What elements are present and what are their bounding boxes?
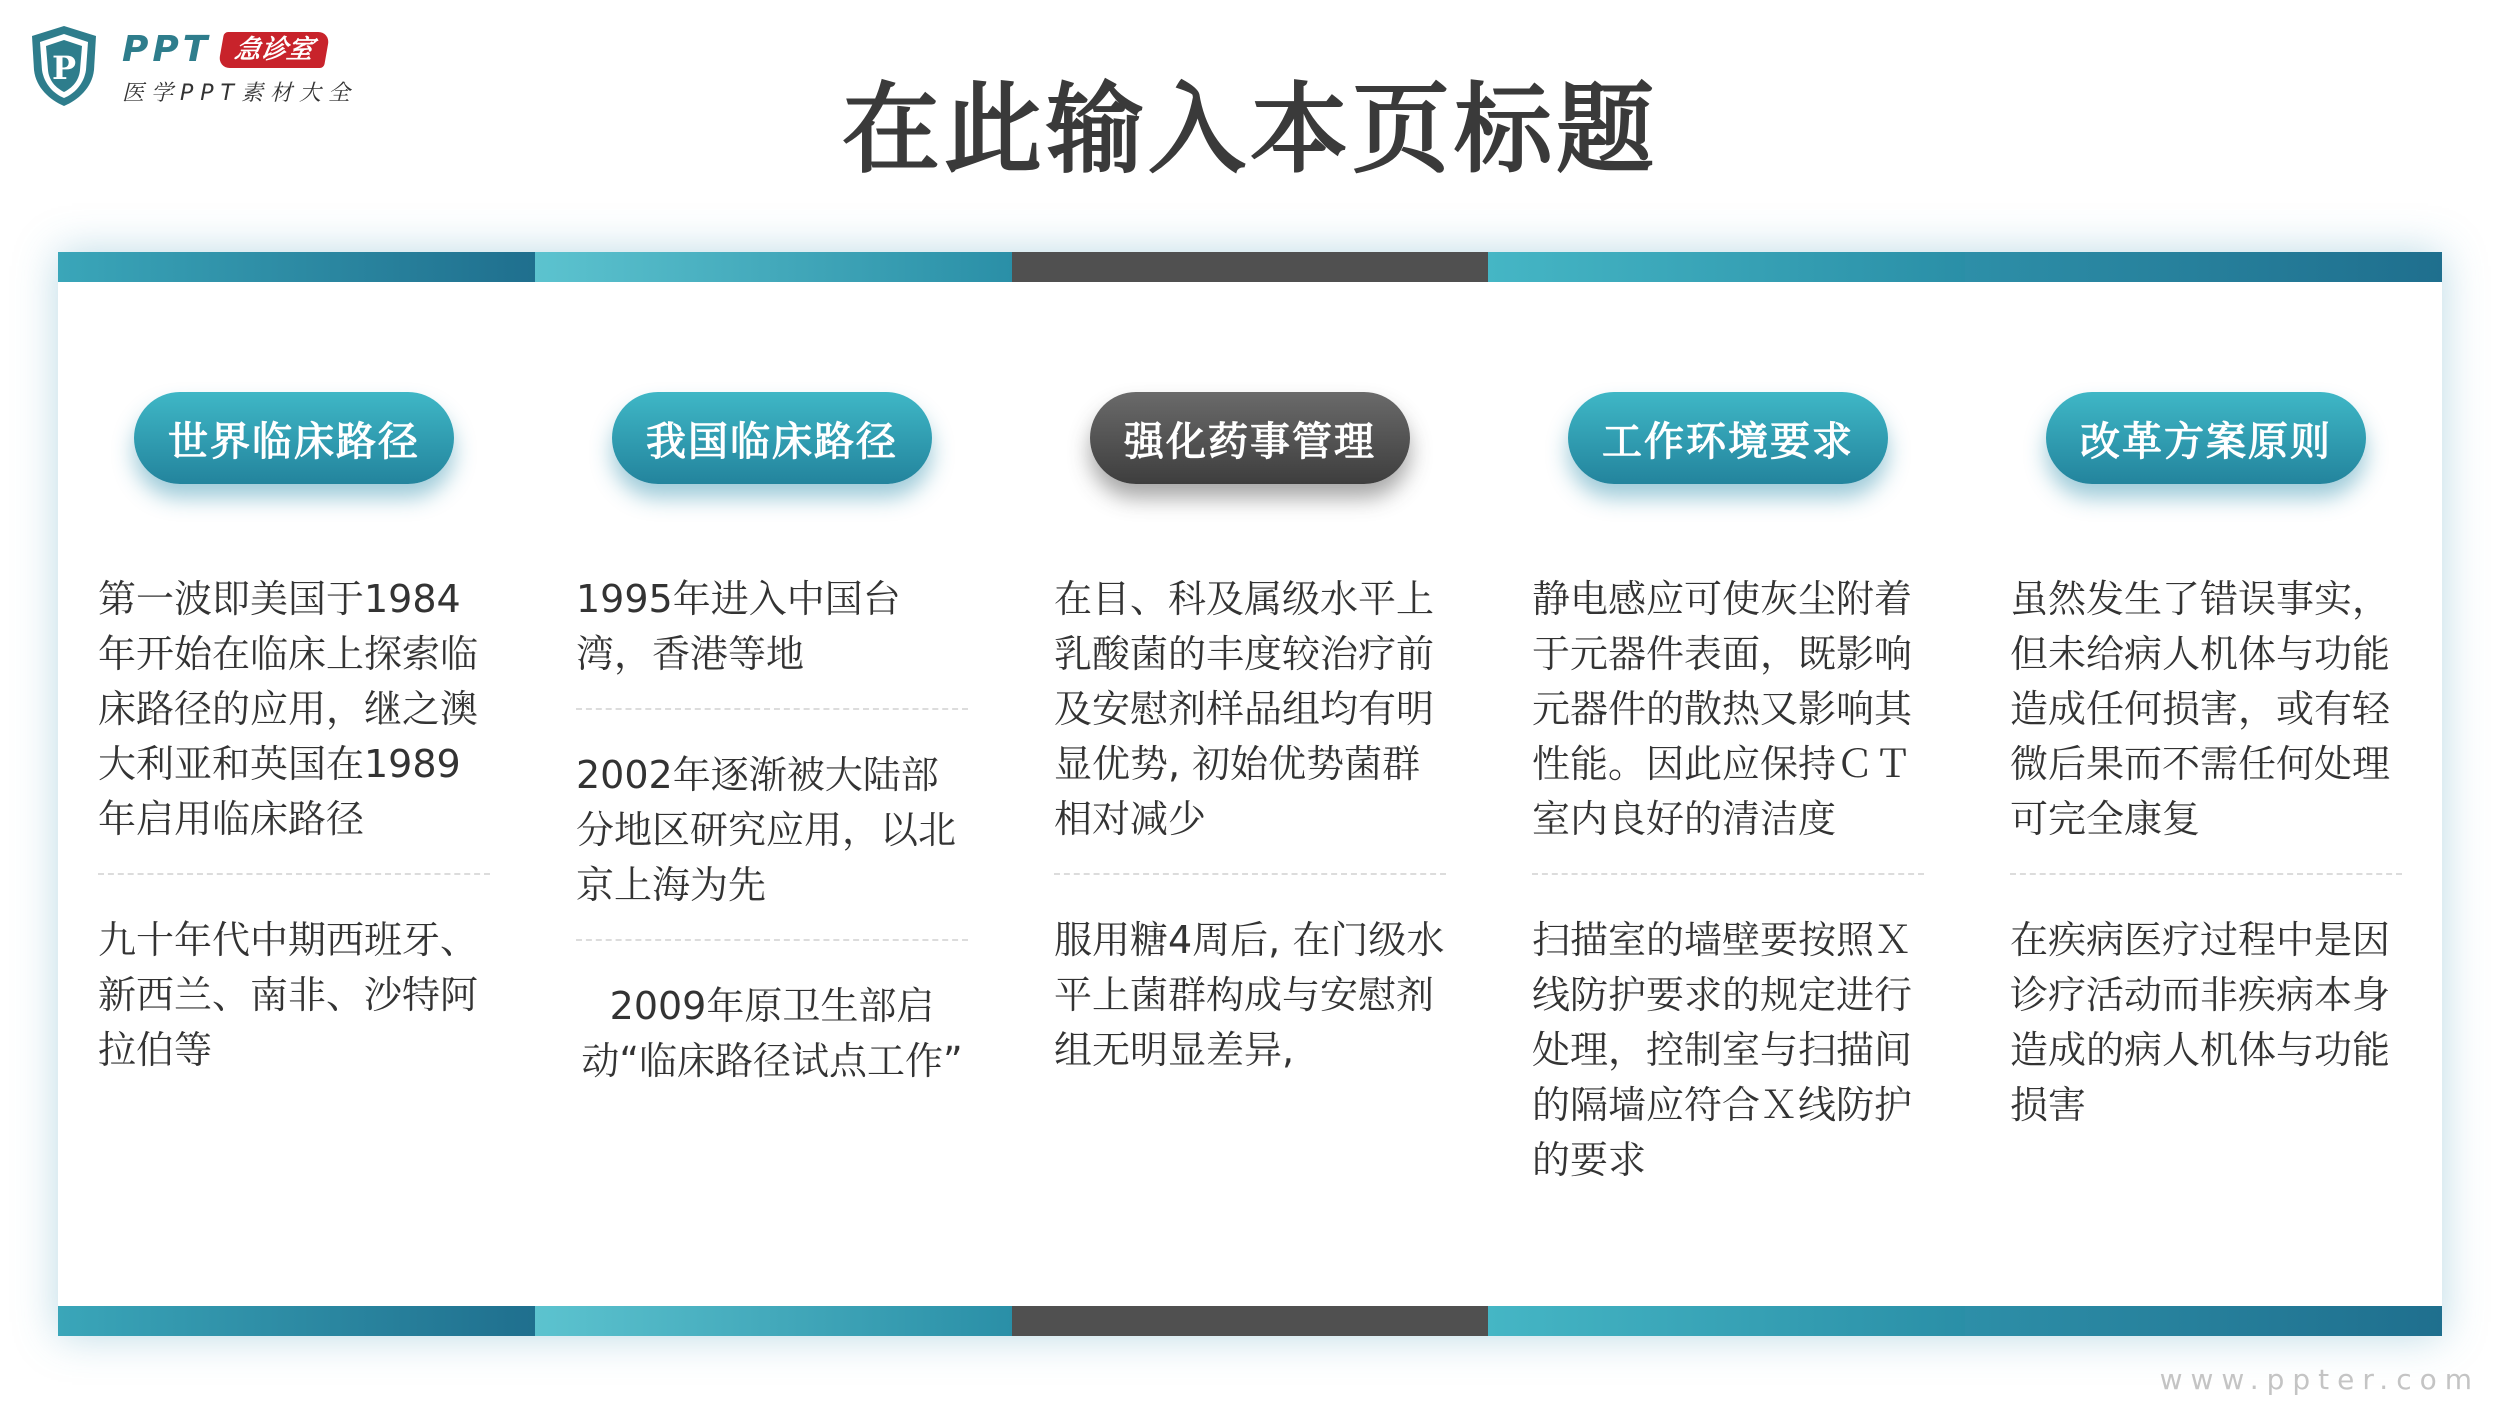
column-pharmacy-management: [1044, 392, 1456, 1104]
bar-segment: [58, 1306, 535, 1336]
watermark: www.ppter.com: [2159, 1363, 2480, 1396]
text-block[interactable]: 2002年逐渐被大陆部分地区研究应用，以北京上海为先: [576, 744, 968, 941]
bar-segment: [1012, 252, 1489, 282]
column-heading-pill[interactable]: 我国临床路径: [612, 392, 932, 484]
page-title[interactable]: 在此输入本页标题: [841, 73, 1658, 187]
bar-segment: [1488, 1306, 1965, 1336]
text-block[interactable]: 虽然发生了错误事实，但未给病人机体与功能造成任何损害，或有轻微后果而不需任何处理可完全康复: [2010, 568, 2402, 875]
column-heading-pill[interactable]: 世界临床路径: [134, 392, 454, 484]
column-heading-pill[interactable]: 强化药事管理: [1090, 392, 1410, 484]
text-block[interactable]: 2009年原卫生部启动“临床路径试点工作”: [581, 984, 963, 1083]
bar-segment: [1488, 252, 1965, 282]
text-block[interactable]: 在疾病医疗过程中是因诊疗活动而非疾病本身造成的病人机体与功能损害: [2010, 918, 2391, 1127]
column-world-clinical-path: [88, 392, 500, 1104]
bar-segment: [1012, 1306, 1489, 1336]
column-heading-pill[interactable]: 工作环境要求: [1568, 392, 1888, 484]
column-reform-principles: [2000, 392, 2412, 1159]
column-heading-pill[interactable]: 改革方案原则: [2046, 392, 2366, 484]
text-block[interactable]: 静电感应可使灰尘附着于元器件表面，既影响元器件的散热又影响其性能。因此应保持ＣＴ室内良好的清洁度: [1532, 568, 1924, 875]
bar-segment: [1965, 252, 2442, 282]
content-card: [58, 252, 2442, 1336]
bar-segment: [1965, 1306, 2442, 1336]
text-block[interactable]: 九十年代中期西班牙、新西兰、南非、沙特阿拉伯等: [98, 918, 479, 1072]
brand-subtitle: 医学PPT素材大全: [122, 81, 357, 106]
column-work-environment: [1522, 392, 1934, 1214]
bar-segment: [535, 1306, 1012, 1336]
bottom-color-bar: [58, 1306, 2442, 1336]
brand-name: PPT: [122, 29, 212, 70]
top-color-bar: [58, 252, 2442, 282]
text-block[interactable]: 1995年进入中国台湾，香港等地: [576, 568, 968, 710]
text-block[interactable]: 服用糖4周后, 在门级水平上菌群构成与安慰剂组无明显差异,: [1054, 918, 1445, 1072]
brand-badge: 急诊室: [218, 32, 330, 68]
text-block[interactable]: 第一波即美国于1984年开始在临床上探索临床路径的应用，继之澳大利亚和英国在1989年启用临床路径: [98, 568, 490, 875]
shield-letter: P: [51, 49, 77, 87]
bar-segment: [58, 252, 535, 282]
text-block[interactable]: 扫描室的墙壁要按照Ｘ线防护要求的规定进行处理，控制室与扫描间的隔墙应符合Ｘ线防护的要求: [1532, 918, 1913, 1182]
text-block[interactable]: 在目、科及属级水平上乳酸菌的丰度较治疗前及安慰剂样品组均有明显优势, 初始优势菌群相对减少: [1054, 568, 1446, 875]
column-china-clinical-path: [566, 392, 978, 1115]
bar-segment: [535, 252, 1012, 282]
